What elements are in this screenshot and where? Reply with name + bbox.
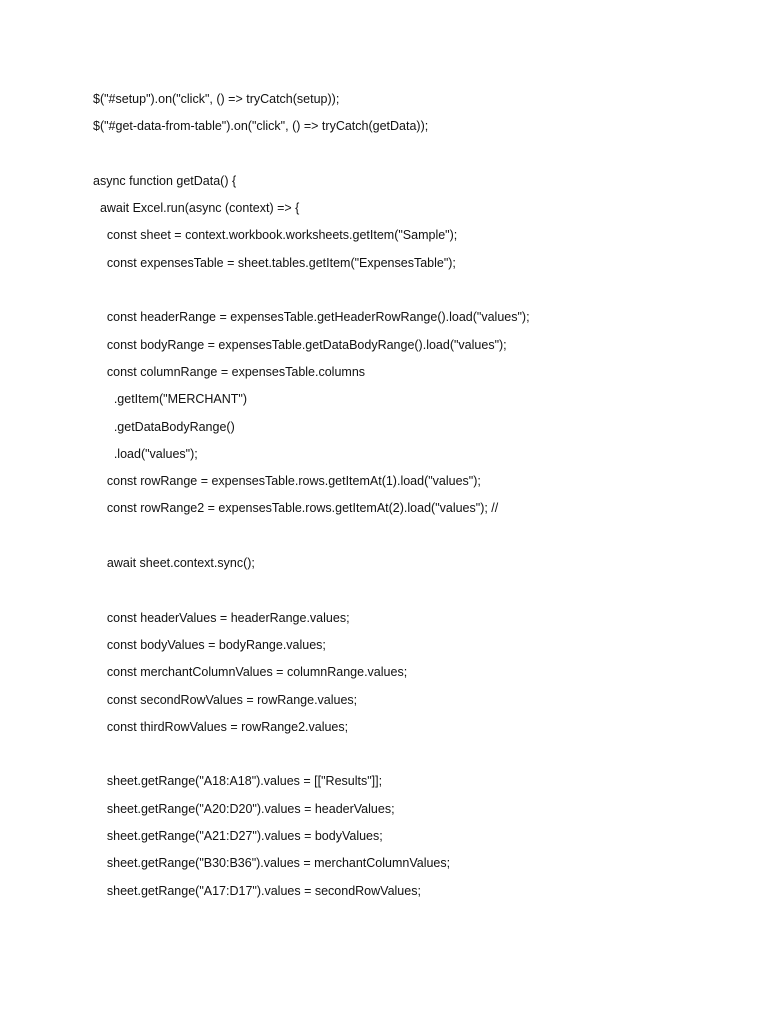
- code-line: const secondRowValues = rowRange.values;: [93, 692, 358, 707]
- code-line: [93, 741, 733, 768]
- code-line: [93, 277, 733, 304]
- code-line: const expensesTable = sheet.tables.getItem("ExpensesTable");: [93, 255, 456, 270]
- code-line: const bodyRange = expensesTable.getDataBodyRange().load("values");: [93, 337, 507, 352]
- code-line: const sheet = context.workbook.worksheets.getItem("Sample");: [93, 228, 458, 243]
- code-line: const thirdRowValues = rowRange2.values;: [93, 719, 349, 734]
- code-line: .getDataBodyRange(): [93, 419, 235, 434]
- code-line: const bodyValues = bodyRange.values;: [93, 637, 326, 652]
- code-line: [93, 577, 733, 604]
- code-listing: [93, 86, 733, 905]
- code-line: const rowRange = expensesTable.rows.getItemAt(1).load("values");: [93, 474, 481, 489]
- code-line: const merchantColumnValues = columnRange.values;: [93, 665, 408, 680]
- code-line: [93, 523, 733, 550]
- code-line: await sheet.context.sync();: [93, 556, 255, 571]
- code-line: $("#get-data-from-table").on("click", () => tryCatch(getData));: [93, 119, 429, 134]
- code-line: const columnRange = expensesTable.columns: [93, 364, 366, 379]
- code-line: .getItem("MERCHANT"): [93, 392, 248, 407]
- code-line: .load("values");: [93, 446, 198, 461]
- code-line: const rowRange2 = expensesTable.rows.getItemAt(2).load("values"); //: [93, 501, 499, 516]
- code-line: sheet.getRange("A21:D27").values = bodyValues;: [93, 829, 383, 844]
- code-line: const headerRange = expensesTable.getHeaderRowRange().load("values");: [93, 310, 530, 325]
- code-line: await Excel.run(async (context) => {: [93, 201, 300, 216]
- code-line: $("#setup").on("click", () => tryCatch(setup));: [93, 92, 340, 106]
- code-line: const headerValues = headerRange.values;: [93, 610, 350, 625]
- code-line: async function getData() {: [93, 173, 237, 188]
- code-line: [93, 141, 733, 168]
- code-line: sheet.getRange("A20:D20").values = headerValues;: [93, 801, 395, 816]
- code-line: sheet.getRange("A18:A18").values = [["Results"]];: [93, 774, 383, 789]
- code-line: sheet.getRange("B30:B36").values = merchantColumnValues;: [93, 856, 451, 871]
- code-line: sheet.getRange("A17:D17").values = secondRowValues;: [93, 883, 421, 898]
